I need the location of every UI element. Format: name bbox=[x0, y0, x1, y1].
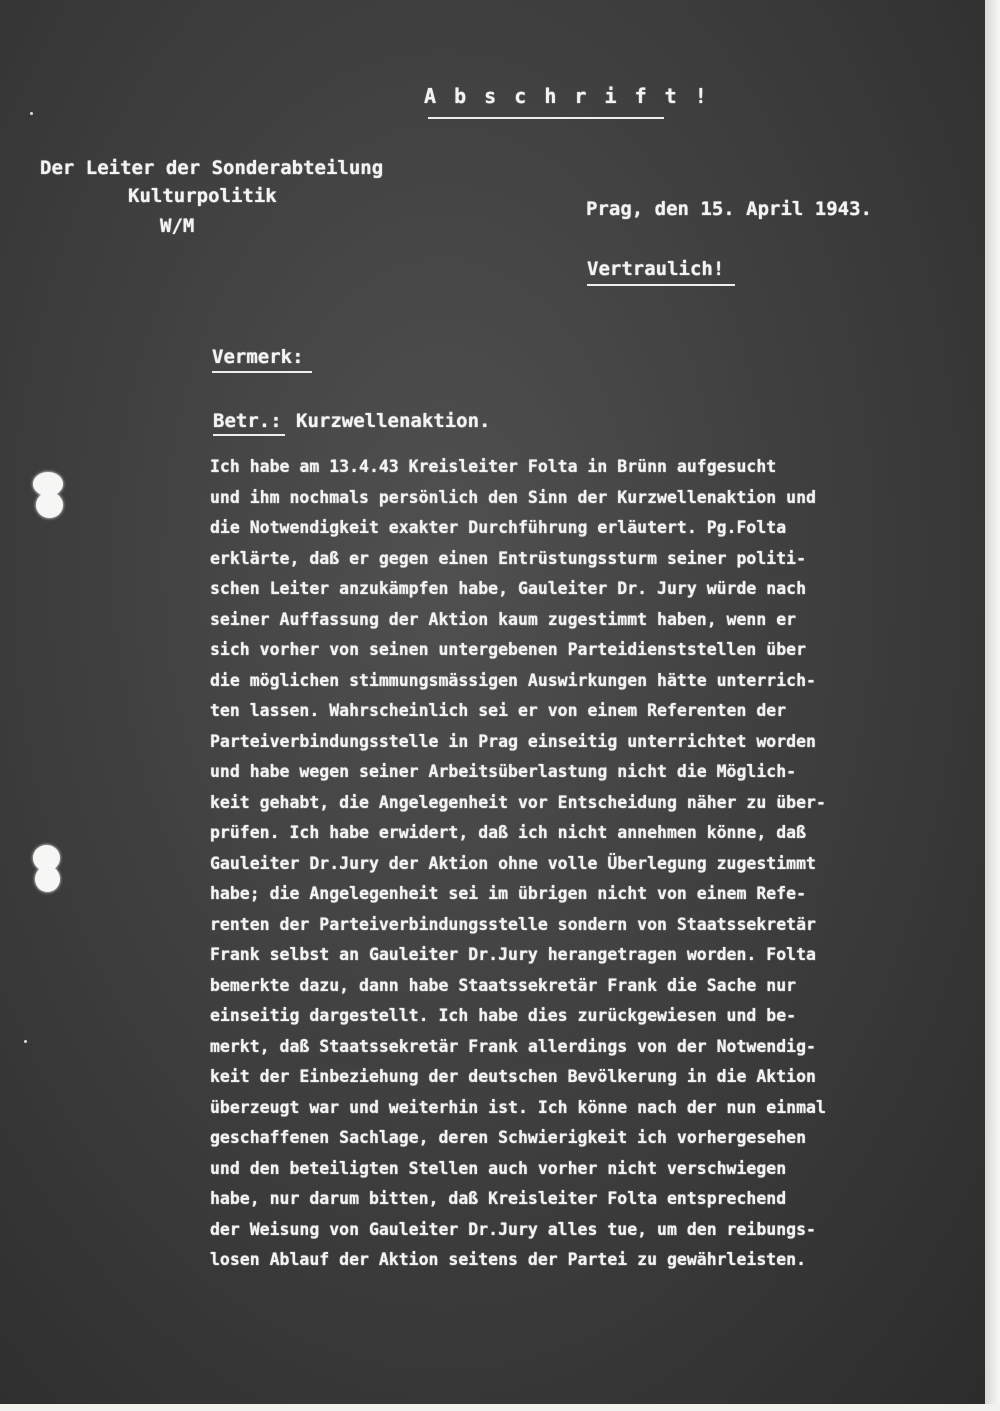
punch-hole-upper-lower-half bbox=[36, 492, 63, 518]
punch-hole-lower-lower-half bbox=[35, 866, 60, 892]
body-line: schen Leiter anzukämpfen habe, Gauleiter Dr. Jury würde nach bbox=[210, 579, 807, 598]
paper-speck bbox=[30, 112, 33, 115]
body-line: merkt, daß Staatssekretär Frank allerdings von der Notwendig- bbox=[210, 1036, 816, 1056]
body-line: erklärte, daß er gegen einen Entrüstungssturm seiner politi- bbox=[210, 548, 807, 568]
scan-margin-bottom bbox=[0, 1404, 1000, 1411]
body-line: bemerkte dazu, dann habe Staatssekretär Frank die Sache nur bbox=[210, 975, 797, 995]
subject-value: Kurzwellenaktion. bbox=[296, 410, 491, 432]
note-heading-underline bbox=[212, 371, 312, 373]
body-line: Gauleiter Dr.Jury der Aktion ohne volle Überlegung zugestimmt bbox=[210, 853, 816, 873]
paper-speck bbox=[24, 1040, 27, 1043]
subject-label: Betr.: bbox=[213, 410, 282, 432]
note-heading: Vermerk: bbox=[212, 346, 304, 368]
sender-reference: W/M bbox=[160, 215, 195, 237]
body-line: Ich habe am 13.4.43 Kreisleiter Folta in Brünn aufgesucht bbox=[210, 457, 777, 476]
sender-line-1: Der Leiter der Sonderabteilung bbox=[40, 157, 384, 179]
document-title: A b s c h r i f t ! bbox=[424, 84, 710, 108]
body-line: prüfen. Ich habe erwidert, daß ich nicht annehmen könne, daß bbox=[210, 823, 807, 842]
body-line: keit der Einbeziehung der deutschen Bevölkerung in die Aktion bbox=[210, 1067, 816, 1086]
body-line: Frank selbst an Gauleiter Dr.Jury herangetragen worden. Folta bbox=[210, 945, 816, 964]
body-line: habe; die Angelegenheit sei im übrigen nicht von einem Refe- bbox=[210, 884, 807, 903]
sender-line-2: Kulturpolitik bbox=[128, 185, 277, 207]
scan-margin-right bbox=[985, 0, 1000, 1411]
confidential-marker: Vertraulich! bbox=[587, 258, 725, 280]
body-line: sich vorher von seinen untergebenen Parteidienststellen über bbox=[210, 640, 807, 659]
body-line: der Weisung von Gauleiter Dr.Jury alles tue, um den reibungs- bbox=[210, 1219, 816, 1239]
body-line: habe, nur darum bitten, daß Kreisleiter Folta entsprechend bbox=[210, 1189, 787, 1208]
body-text bbox=[210, 452, 970, 1276]
body-line: und ihm nochmals persönlich den Sinn der Kurzwellenaktion und bbox=[210, 487, 816, 507]
body-line: überzeugt war und weiterhin ist. Ich könne nach der nun einmal bbox=[210, 1097, 826, 1117]
body-line: die Notwendigkeit exakter Durchführung erläutert. Pg.Folta bbox=[210, 518, 787, 537]
dateline: Prag, den 15. April 1943. bbox=[586, 198, 872, 220]
subject-label-underline bbox=[213, 434, 285, 436]
body-line: einseitig dargestellt. Ich habe dies zurückgewiesen und be- bbox=[210, 1006, 797, 1025]
body-line: und habe wegen seiner Arbeitsüberlastung nicht die Möglich- bbox=[210, 762, 797, 781]
body-line: geschaffenen Sachlage, deren Schwierigkeit ich vorhergesehen bbox=[210, 1128, 807, 1147]
body-line: losen Ablauf der Aktion seitens der Partei zu gewährleisten. bbox=[210, 1250, 807, 1269]
body-line: Parteiverbindungsstelle in Prag einseitig unterrichtet worden bbox=[210, 731, 816, 751]
body-line: keit gehabt, die Angelegenheit vor Entscheidung näher zu über- bbox=[210, 792, 826, 812]
body-line: renten der Parteiverbindungsstelle sondern von Staatssekretär bbox=[210, 914, 816, 934]
body-line: die möglichen stimmungsmässigen Auswirkungen hätte unterrich- bbox=[210, 670, 816, 690]
title-underline bbox=[428, 117, 664, 119]
body-line: und den beteiligten Stellen auch vorher nicht verschwiegen bbox=[210, 1158, 787, 1178]
body-line: seiner Auffassung der Aktion kaum zugestimmt haben, wenn er bbox=[210, 609, 797, 629]
body-line: ten lassen. Wahrscheinlich sei er von einem Referenten der bbox=[210, 701, 787, 720]
confidential-underline bbox=[587, 284, 735, 286]
